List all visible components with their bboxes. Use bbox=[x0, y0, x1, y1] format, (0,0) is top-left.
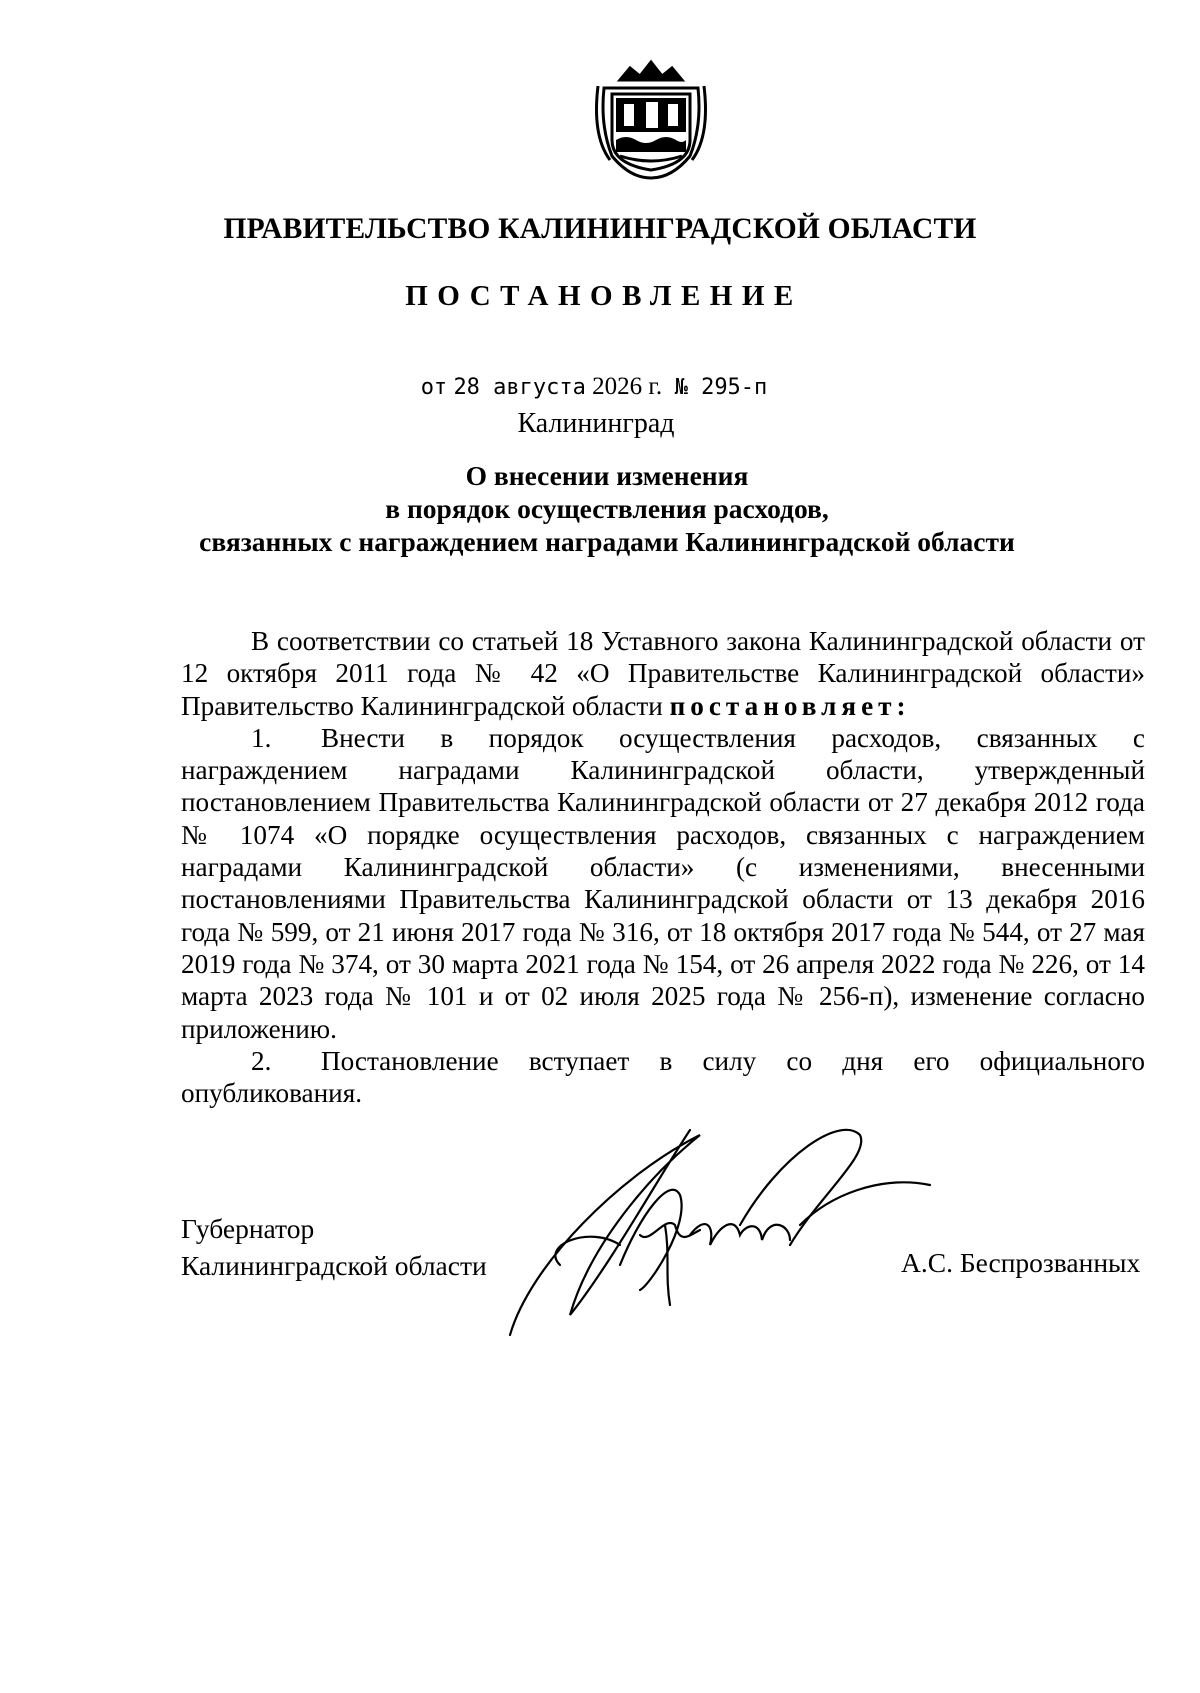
document-city: Калининград bbox=[517, 408, 675, 439]
item-1-number: 1. bbox=[251, 722, 272, 753]
coat-of-arms-emblem bbox=[590, 56, 712, 180]
document-date-number bbox=[0, 373, 1188, 401]
position-line: Губернатор bbox=[181, 1213, 315, 1244]
preamble-paragraph bbox=[181, 625, 1145, 722]
item-2-number: 2. bbox=[251, 1045, 272, 1076]
preamble-text: В соответствии со статьей 18 Уставного закона Калининградской области от 12 октября 2011 года № 42 «О Правительстве Калининградской области» Правительство Калининградской области bbox=[181, 626, 1145, 721]
document-year: 2026 г. bbox=[592, 373, 663, 400]
date-prefix: от bbox=[420, 375, 448, 400]
subject-line: связанных с награждением наградами Калининградской области bbox=[199, 526, 1015, 557]
item-1-text: Внести в порядок осуществления расходов, связанных с награждением наградами Калининградской области, утвержденный постановлением Правительства Калининградской области от 27 декабря 2012 года № 1074 «О порядке осуществления расходов, связанных с награждением наградами Калининградской области» (с изменениями, внесенными постановлениями Правительства Калининградской области от 13 декабря 2016 года № 599, от 21 июня 2017 года № 316, от 18 октября 2017 года № 544, от 27 мая 2019 года № 374, от 30 марта 2021 года № 154, от 26 апреля 2022 года № 226, от 14 марта 2023 года № 101 и от 02 июля 2025 года № 256-п), изменение согласно приложению. bbox=[181, 722, 1145, 1044]
handwritten-signature bbox=[500, 1115, 940, 1345]
document-body bbox=[181, 625, 1145, 1109]
position-line: Калининградской области bbox=[181, 1250, 487, 1281]
document-subject bbox=[0, 459, 1200, 558]
subject-line: в порядок осуществления расходов, bbox=[385, 493, 829, 524]
document-date: 28 августа bbox=[453, 375, 586, 400]
organization-title: ПРАВИТЕЛЬСТВО КАЛИНИНГРАДСКОЙ ОБЛАСТИ bbox=[223, 213, 977, 245]
subject-line: О внесении изменения bbox=[465, 460, 749, 491]
resolves-word: постановляет: bbox=[669, 690, 911, 721]
item-2-paragraph bbox=[181, 1045, 1145, 1110]
document-number: № 295-п bbox=[674, 375, 768, 400]
signatory-name: А.С. Беспрозванных bbox=[901, 1247, 1141, 1278]
signatory-position bbox=[181, 1210, 487, 1284]
document-type: ПОСТАНОВЛЕНИЕ bbox=[405, 280, 803, 312]
item-1-paragraph bbox=[181, 722, 1145, 1045]
item-2-text: Постановление вступает в силу со дня его официального опубликования. bbox=[181, 1045, 1145, 1109]
